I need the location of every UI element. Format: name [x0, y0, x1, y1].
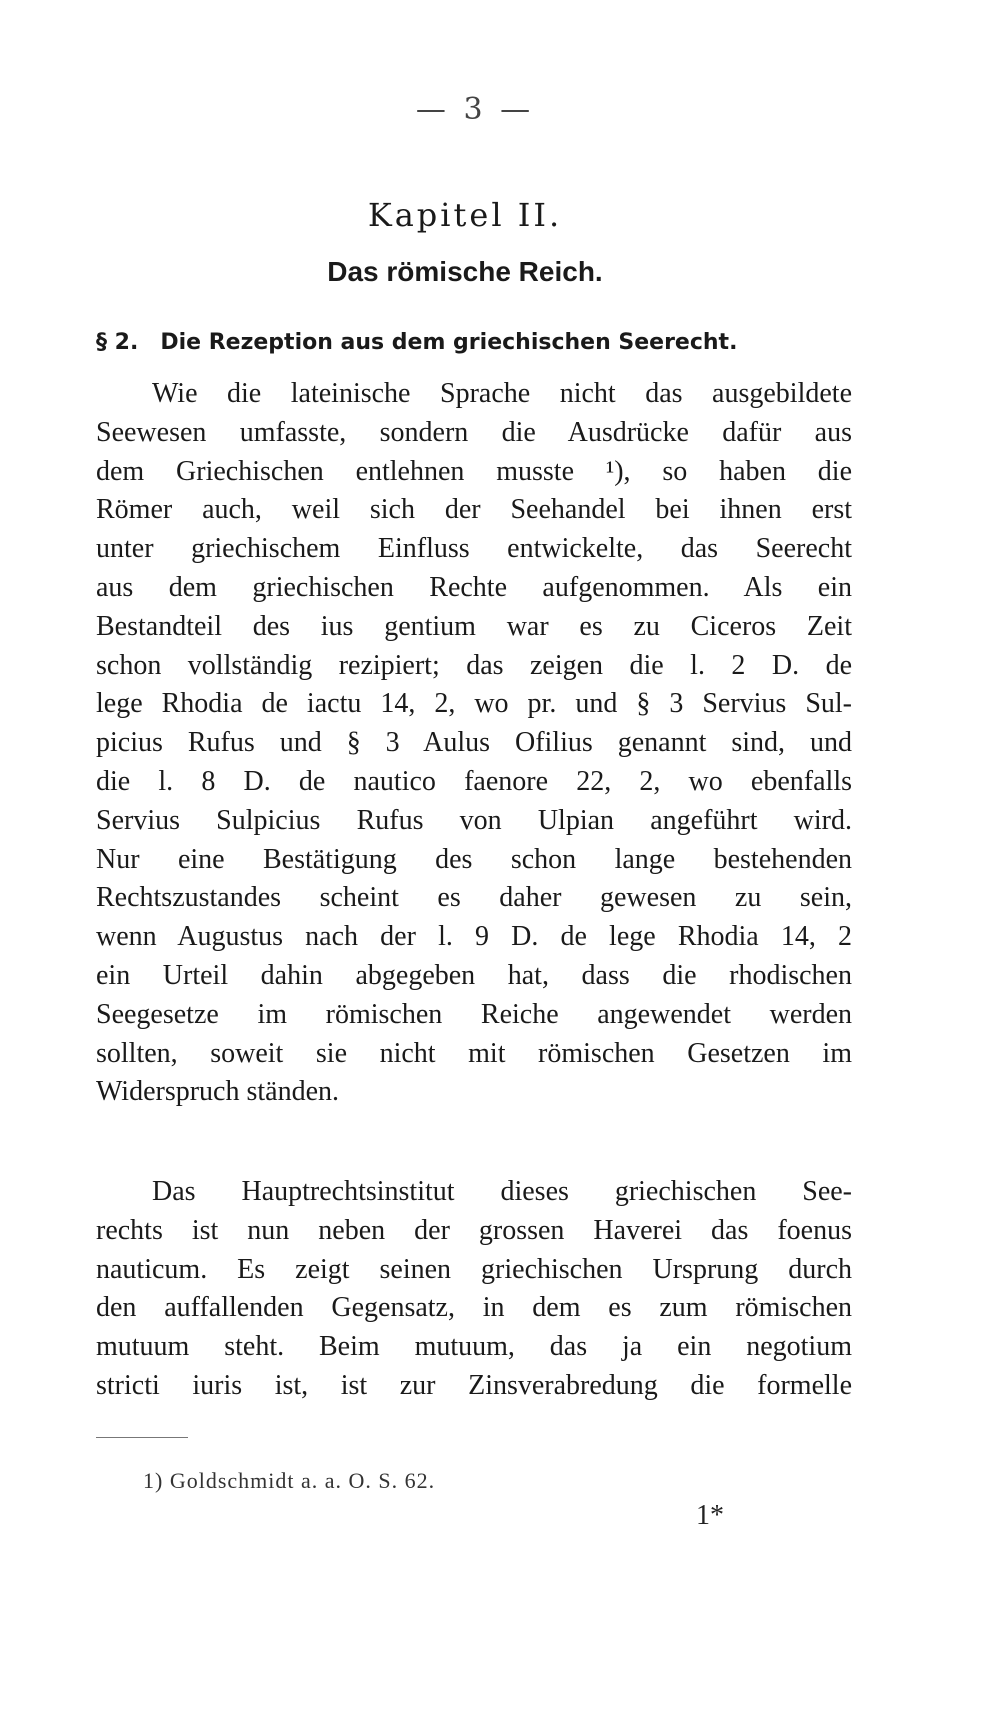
text-line: rechts ist nun neben der grossen Haverei das foenus — [96, 1214, 852, 1246]
section-title: Die Rezeption aus dem griechischen Seerecht. — [160, 330, 738, 355]
section-heading — [96, 330, 856, 355]
text-line: picius Rufus und § 3 Aulus Ofilius genannt sind, und — [96, 727, 852, 759]
text-line: Wie die lateinische Sprache nicht das ausgebildete — [152, 378, 852, 409]
text-line: wenn Augustus nach der l. 9 D. de lege Rhodia 14, 2 — [96, 921, 852, 953]
text-line: dem Griechischen entlehnen musste ¹), so haben die — [96, 455, 852, 487]
text-line: den auffallenden Gegensatz, in dem es zum römischen — [96, 1292, 852, 1324]
text-line: Nur eine Bestätigung des schon lange bestehenden — [96, 843, 852, 875]
paragraph-1 — [96, 375, 852, 1112]
section-number: § 2. — [96, 330, 139, 355]
text-line: lege Rhodia de iactu 14, 2, wo pr. und § 3 Servius Sul- — [96, 688, 852, 720]
text-line: sollten, soweit sie nicht mit römischen Gesetzen im — [96, 1037, 852, 1069]
footnote-divider — [96, 1437, 188, 1438]
text-line: nauticum. Es zeigt seinen griechischen Ursprung durch — [96, 1253, 852, 1285]
text-line: Das Hauptrechtsinstitut dieses griechischen See- — [152, 1176, 852, 1207]
text-line: mutuum steht. Beim mutuum, das ja ein negotium — [96, 1331, 852, 1363]
text-line: die l. 8 D. de nautico faenore 22, 2, wo ebenfalls — [96, 765, 852, 797]
text-line: schon vollständig rezipiert; das zeigen die l. 2 D. de — [96, 649, 852, 681]
text-line: ein Urteil dahin abgegeben hat, dass die rhodischen — [96, 959, 852, 991]
text-line: unter griechischem Einfluss entwickelte, das Seerecht — [96, 533, 852, 565]
footnote: 1) Goldschmidt a. a. O. S. 62. — [143, 1468, 436, 1493]
chapter-title: Das römische Reich. — [327, 256, 603, 287]
printer-signature: 1* — [696, 1500, 724, 1531]
paragraph-2 — [96, 1173, 852, 1406]
text-line: Seegesetze im römischen Reiche angewendet werden — [96, 998, 852, 1030]
text-line: Widerspruch ständen. — [96, 1076, 340, 1108]
page-number: — 3 — — [415, 92, 535, 127]
text-line: Seewesen umfasste, sondern die Ausdrücke dafür aus — [96, 416, 852, 448]
text-line: Servius Sulpicius Rufus von Ulpian angeführt wird. — [96, 804, 852, 836]
text-line: Römer auch, weil sich der Seehandel bei ihnen erst — [96, 494, 852, 526]
text-line: Rechtszustandes scheint es daher gewesen zu sein, — [96, 882, 852, 914]
text-line: stricti iuris ist, ist zur Zinsverabredung die formelle — [96, 1369, 852, 1401]
text-line: Bestandteil des ius gentium war es zu Ciceros Zeit — [96, 610, 852, 642]
text-line: aus dem griechischen Rechte aufgenommen. Als ein — [96, 571, 852, 603]
chapter-label: Kapitel II. — [367, 196, 563, 234]
